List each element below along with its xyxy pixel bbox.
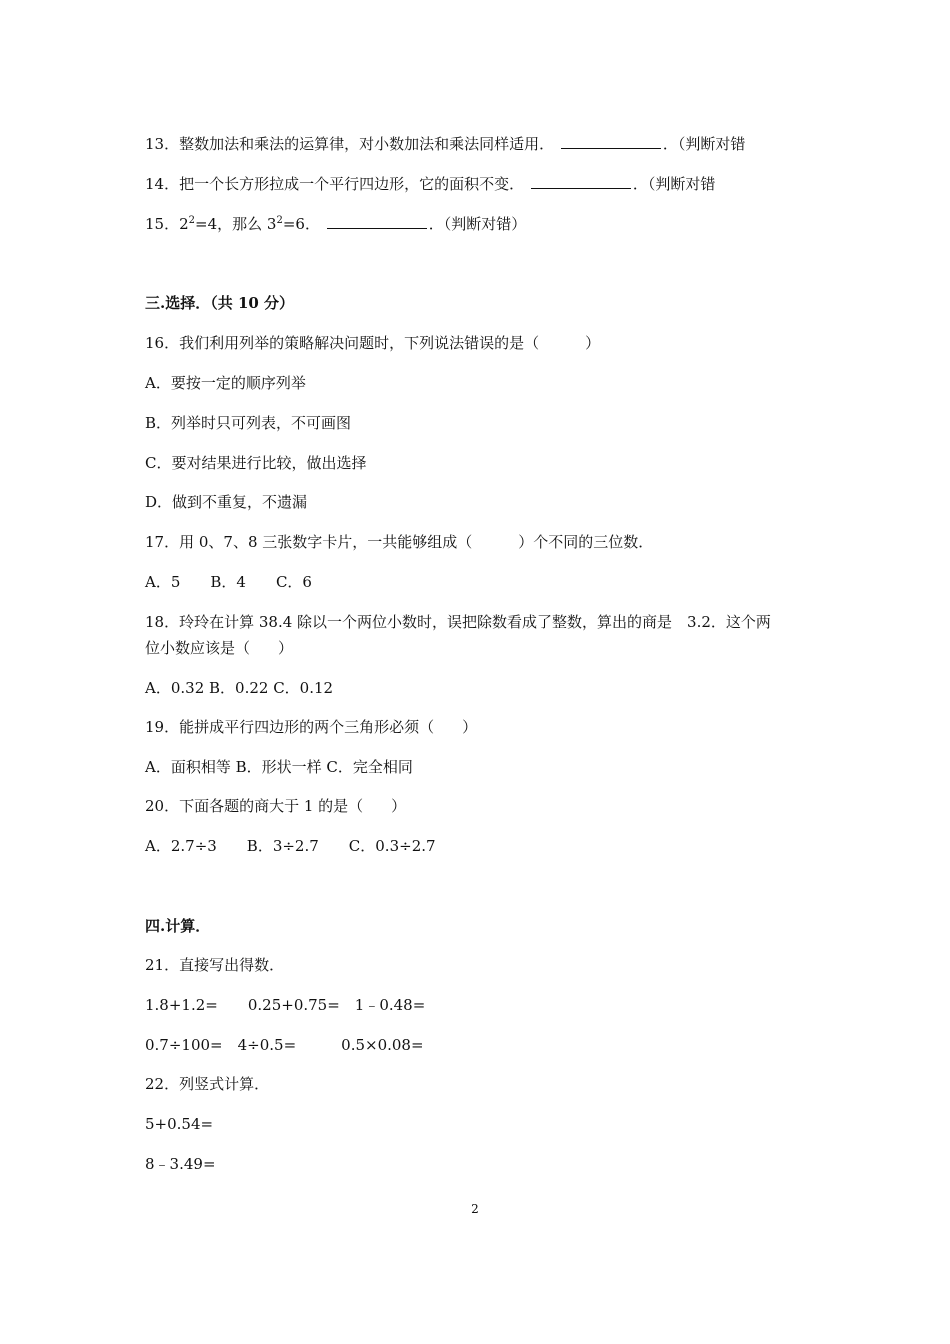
question-22: 22．列竖式计算．: [145, 1075, 270, 1093]
question-18-line-2: [145, 638, 293, 658]
question-19: [145, 717, 477, 737]
paren-close: ）: [462, 718, 478, 736]
question-17-stem: 17．用 0、7、8 三张数字卡片，一共能够组成（: [145, 533, 473, 551]
question-17: [145, 532, 653, 552]
answer-blank-15[interactable]: [327, 214, 427, 229]
option-16-b[interactable]: B．列举时只可列表，不可画图: [145, 414, 352, 432]
calc-row-2: 0.7÷100= 4÷0.5= 0.5×0.08=: [145, 1036, 424, 1054]
option-16-a[interactable]: A．要按一定的顺序列举: [145, 374, 306, 392]
question-13-tail: ．（判断对错: [662, 135, 746, 153]
vertical-calc-1: 5+0.54=: [145, 1115, 214, 1133]
question-15-tail: ．（判断对错）: [428, 215, 527, 233]
calc-row-1: 1.8+1.2= 0.25+0.75= 1﹣0.48=: [145, 996, 426, 1014]
question-14: [145, 174, 715, 194]
vertical-calc-2: 8﹣3.49=: [145, 1155, 216, 1173]
question-18-stem: 位小数应该是（: [145, 639, 251, 657]
option-16-c[interactable]: C．要对结果进行比较，做出选择: [145, 454, 367, 472]
exponent: 2: [188, 215, 196, 226]
question-18-line-1: 18．玲玲在计算 38.4 除以一个两位小数时，误把除数看成了整数，算出的商是 3.2．这个两: [145, 613, 771, 631]
options-17[interactable]: A．5 B．4 C．6: [145, 573, 312, 591]
option-16-d[interactable]: D．做到不重复，不遗漏: [145, 493, 308, 511]
question-17-close: ）个不同的三位数．: [518, 533, 654, 551]
question-13: [145, 134, 745, 154]
answer-blank-14[interactable]: [531, 174, 631, 189]
paren-close: ）: [391, 797, 407, 815]
section-3-heading: 三.选择．（共 10 分）: [145, 294, 295, 312]
paren-close: ）: [585, 334, 601, 352]
question-16: [145, 333, 600, 353]
question-15-number: 15．2: [145, 215, 189, 233]
question-15: [145, 214, 526, 234]
question-19-stem: 19．能拼成平行四边形的两个三角形必须（: [145, 718, 435, 736]
question-15-mid: =4，那么 3: [195, 215, 277, 233]
question-21: 21．直接写出得数．: [145, 956, 285, 974]
paren-close: ）: [278, 639, 294, 657]
options-18[interactable]: A．0.32 B．0.22 C．0.12: [145, 679, 334, 697]
question-13-text: 13．整数加法和乘法的运算律，对小数加法和乘法同样适用．: [145, 135, 555, 153]
question-16-stem: 16．我们利用列举的策略解决问题时，下列说法错误的是（: [145, 334, 540, 352]
answer-blank-13[interactable]: [561, 134, 661, 149]
section-4-heading: 四.计算．: [145, 917, 211, 935]
question-20-stem: 20．下面各题的商大于 1 的是（: [145, 797, 364, 815]
question-15-end: =6．: [282, 215, 320, 233]
question-14-text: 14．把一个长方形拉成一个平行四边形，它的面积不变．: [145, 175, 525, 193]
question-14-tail: ．（判断对错: [632, 175, 716, 193]
question-20: [145, 796, 406, 816]
exponent: 2: [276, 215, 283, 226]
options-19[interactable]: A．面积相等 B．形状一样 C．完全相同: [145, 758, 413, 776]
options-20[interactable]: A．2.7÷3 B．3÷2.7 C．0.3÷2.7: [145, 837, 436, 855]
page-number: 2: [471, 1202, 479, 1216]
